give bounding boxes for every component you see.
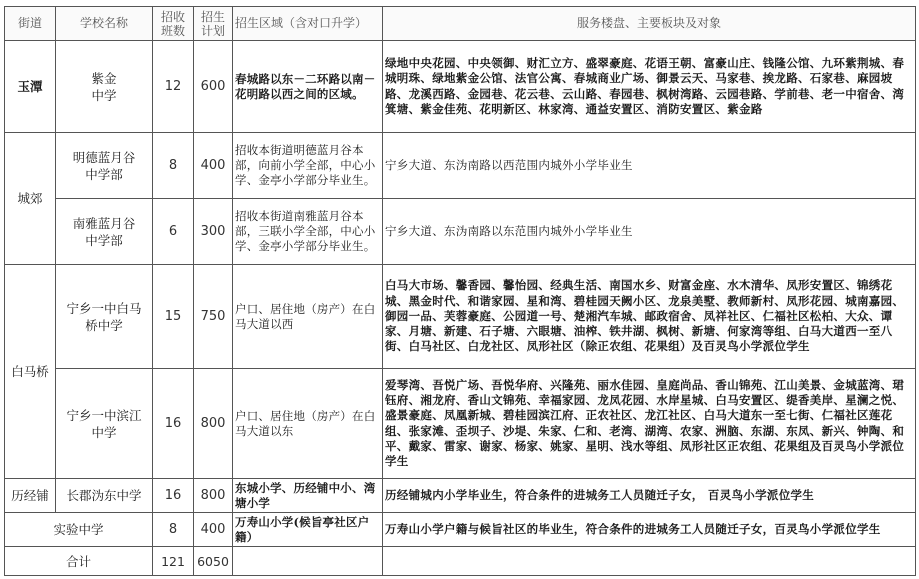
plan-cell: 800	[194, 369, 233, 479]
classes-cell: 8	[153, 133, 194, 199]
school-cell: 宁乡一中滨江 中学	[56, 369, 153, 479]
total-area-empty	[233, 547, 383, 576]
classes-cell: 6	[153, 199, 194, 265]
service-cell: 万寿山小学户籍与候旨社区的毕业生，符合条件的进城务工人员随迁子女，百灵鸟小学派位学生	[383, 513, 916, 547]
school-cell: 南雅蓝月谷 中学部	[56, 199, 153, 265]
area-cell: 户口、居住地（房产）在白马大道以东	[233, 369, 383, 479]
total-label: 合计	[5, 547, 153, 576]
area-cell: 春城路以东－二环路以南－花明路以西之间的区域。	[233, 41, 383, 133]
plan-cell: 800	[194, 479, 233, 513]
enrollment-table	[4, 6, 916, 576]
service-cell: 宁乡大道、东沩南路以西范围内城外小学毕业生	[383, 133, 916, 199]
header-row	[5, 7, 916, 41]
area-cell: 东城小学、历经铺中小、湾塘小学	[233, 479, 383, 513]
table-row	[5, 479, 916, 513]
table-row	[5, 369, 916, 479]
street-cell: 城郊	[5, 133, 56, 265]
header-plan: 招生 计划	[194, 7, 233, 41]
classes-cell: 15	[153, 265, 194, 369]
service-cell: 爱琴湾、吾悦广场、吾悦华府、兴隆苑、丽水佳园、皇庭尚品、香山锦苑、江山美景、金城蓝湾、珺钰府、湘龙府、香山文锦苑、幸福家园、龙凤花园、水岸星城、白马安置区、缇香美岸、星澜之悦、盛景豪庭、凤凰新城、碧桂园滨江府、正农社区、龙江社区、白马大道东一至七街、仁福社区莲花组、张家滩、歪坝子、沙堤、朱家、仁和、老湾、湖湾、农家、洲脑、东湖、东凤、新兴、钟陶、和平、戴家、雷家、谢家、杨家、姚家、星明、浅水等组、凤形社区正农组、花果组及百灵鸟小学派位学生	[383, 369, 916, 479]
total-service-empty	[383, 547, 916, 576]
area-cell: 万寿山小学(候旨亭社区户籍）	[233, 513, 383, 547]
plan-cell: 300	[194, 199, 233, 265]
table-row	[5, 41, 916, 133]
service-cell: 宁乡大道、东沩南路以东范围内城外小学毕业生	[383, 199, 916, 265]
street-cell: 玉潭	[5, 41, 56, 133]
classes-cell: 12	[153, 41, 194, 133]
area-cell: 招收本街道明德蓝月谷本部，向前小学全部，中心小学、金亭小学部分毕业生。	[233, 133, 383, 199]
header-service: 服务楼盘、主要板块及对象	[383, 7, 916, 41]
total-plan: 6050	[194, 547, 233, 576]
plan-cell: 400	[194, 513, 233, 547]
plan-cell: 400	[194, 133, 233, 199]
enrollment-table-sheet	[4, 6, 915, 575]
service-cell: 历经铺城内小学毕业生，符合条件的进城务工人员随迁子女， 百灵鸟小学派位学生	[383, 479, 916, 513]
header-classes: 招收 班数	[153, 7, 194, 41]
classes-cell: 16	[153, 369, 194, 479]
header-street: 街道	[5, 7, 56, 41]
service-cell: 绿地中央花园、中央领御、财汇立方、盛翠豪庭、花语王朝、富豪山庄、钱隆公馆、九环紫荆城、春城明珠、绿地紫金公馆、法官公寓、春城商业广场、御景云天、马家巷、挨龙路、石家巷、麻园坡路、龙溪西路、金园巷、花云巷、云山路、春园巷、枫树湾路、云园巷路、学前巷、老一中宿舍、湾箕塘、紫金佳苑、花明新区、林家湾、通益安置区、消防安置区、紫金路	[383, 41, 916, 133]
classes-cell: 16	[153, 479, 194, 513]
total-classes: 121	[153, 547, 194, 576]
service-cell: 白马大市场、馨香园、馨怡园、经典生活、南国水乡、财富金座、水木清华、凤形安置区、锦绣花城、黑金时代、和谐家园、星和湾、碧桂园天阙小区、龙泉美墅、教师新村、凤形花园、城南嘉园、御园一品、芙蓉豪庭、公园道一号、楚湘汽车城、邮政宿舍、凤祥社区、仁福社区松柏、大众、谭家、月塘、新建、石子塘、六眼塘、油榨、铁井湖、枫树、新塘、何家湾等组、白马大道西一至八街、白马社区、白龙社区、凤形社区（除正农组、花果组）及百灵鸟小学派位学生	[383, 265, 916, 369]
street-cell: 历经铺	[5, 479, 56, 513]
plan-cell: 750	[194, 265, 233, 369]
school-cell: 紫金 中学	[56, 41, 153, 133]
table-row	[5, 199, 916, 265]
classes-cell: 8	[153, 513, 194, 547]
area-cell: 户口、居住地（房产）在白马大道以西	[233, 265, 383, 369]
table-row	[5, 133, 916, 199]
school-cell: 宁乡一中白马 桥中学	[56, 265, 153, 369]
header-area: 招生区域（含对口升学）	[233, 7, 383, 41]
street-cell: 白马桥	[5, 265, 56, 479]
school-cell: 明德蓝月谷 中学部	[56, 133, 153, 199]
header-school: 学校名称	[56, 7, 153, 41]
table-row	[5, 513, 916, 547]
table-row	[5, 265, 916, 369]
area-cell: 招收本街道南雅蓝月谷本部，三联小学全部，中心小学、金亭小学部分毕业生。	[233, 199, 383, 265]
school-cell: 长郡沩东中学	[56, 479, 153, 513]
school-cell: 实验中学	[5, 513, 153, 547]
total-row	[5, 547, 916, 576]
plan-cell: 600	[194, 41, 233, 133]
